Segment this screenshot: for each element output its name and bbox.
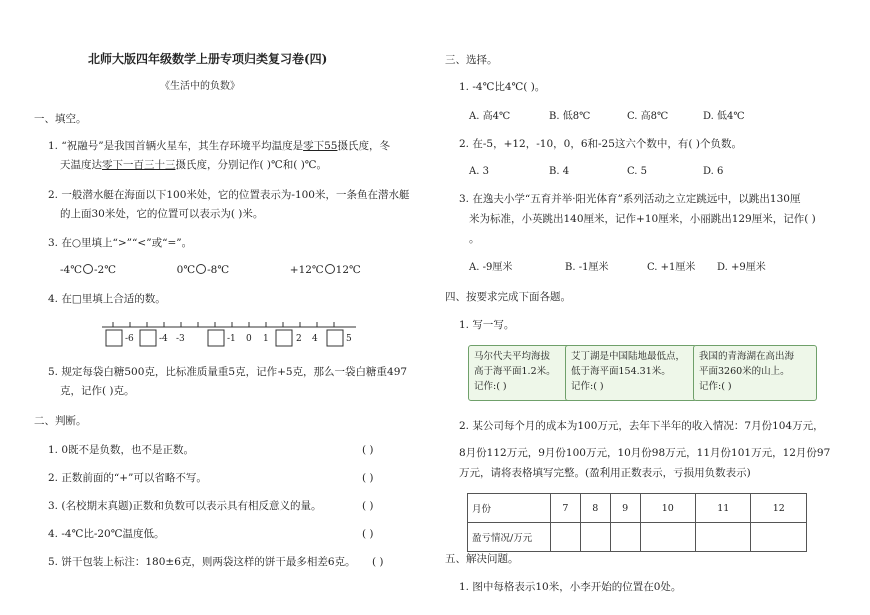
judge-item: 3. (名校期末真题)正数和负数可以表示具有相反意义的量。 (48, 500, 322, 512)
table-blank-cell[interactable] (580, 523, 610, 552)
table-header-cell: 9 (610, 494, 640, 523)
section-heading-5: 五、解决问题。 (445, 553, 519, 565)
choice-option[interactable]: C. 高8℃ (627, 111, 669, 122)
card-line: 我国的青海湖在高出海 (699, 351, 795, 362)
fill-q1-line1 (48, 139, 390, 153)
compare-row (60, 263, 361, 277)
tick-label: -4 (159, 334, 168, 344)
table-header-cell: 月份 (468, 494, 551, 523)
section-heading-2: 二、判断。 (34, 415, 87, 427)
card-line: 艾丁湖是中国陆地最低点， (571, 351, 686, 362)
text: 摄氏度，冬 (337, 140, 390, 152)
write-q2-line1: 2. 某公司每个月的成本为100万元，去年下半年的收入情况：7月份104万元， (459, 420, 824, 432)
compare-value: -2℃ (93, 264, 116, 276)
table-header-cell: 8 (580, 494, 610, 523)
choice-q1: 1. -4℃比4℃( )。 (459, 81, 546, 93)
table-header-cell: 10 (640, 494, 695, 523)
judge-item: 2. 正数前面的“+”可以省略不写。 (48, 472, 207, 484)
choice-q3-line3: 。 (469, 233, 480, 245)
card-answer[interactable]: 记作:( ) (571, 381, 604, 392)
judge-item: 4. -4℃比-20℃温度低。 (48, 528, 165, 540)
fill-q5-line1: 5. 规定每袋白糖500克，比标准质量重5克，记作+5克，那么一袋白糖重497 (48, 366, 408, 378)
choice-option[interactable]: C. 5 (627, 166, 648, 177)
choice-option[interactable]: D. 低4℃ (703, 111, 745, 122)
table-blank-cell[interactable] (696, 523, 751, 552)
choice-option[interactable]: A. 3 (469, 166, 489, 177)
compare-value: -8℃ (207, 264, 230, 276)
blank-box[interactable] (140, 330, 156, 346)
table-blank-cell[interactable] (551, 523, 581, 552)
choice-q3-line1: 3. 在逸夫小学“五育并举·阳光体育”系列活动之立定跳远中，以跳出130厘 (459, 193, 801, 205)
fill-q3: 3. 在○里填上“>”“<”或“=”。 (48, 237, 193, 249)
table-blank-cell[interactable] (610, 523, 640, 552)
choice-option[interactable]: D. 6 (703, 166, 724, 177)
fill-q5-line2: 克，记作( )克。 (60, 385, 135, 397)
blank-box[interactable] (208, 330, 224, 346)
card-line: 马尔代夫平均海拔 (474, 351, 551, 362)
answer-bracket[interactable]: ( ) (362, 528, 374, 540)
profit-table (467, 493, 807, 552)
tick-label: 5 (346, 334, 352, 344)
compare-value: 12℃ (335, 264, 361, 276)
compare-value: 0℃ (176, 264, 196, 276)
table-header-cell: 7 (551, 494, 581, 523)
choice-option[interactable]: B. -1厘米 (565, 262, 609, 273)
choice-option[interactable]: A. -9厘米 (469, 262, 513, 273)
compare-circle[interactable] (196, 264, 206, 274)
tick-label: -3 (176, 334, 185, 344)
write-q2-line2: 8月份112万元，9月份100万元，10月份98万元，11月份101万元，12月份97 (459, 447, 831, 459)
card-line: 低于海平面154.31米。 (571, 366, 671, 377)
info-card (693, 345, 817, 401)
text: 1. “祝融号”是我国首辆火星车，其生存环境平均温度是 (48, 140, 304, 152)
card-line: 高于海平面1.2米。 (474, 366, 556, 377)
table-blank-cell[interactable] (751, 523, 807, 552)
answer-bracket[interactable]: ( ) (362, 500, 374, 512)
table-header-cell: 11 (696, 494, 751, 523)
underlined-text: 零下一百三十三 (102, 159, 176, 171)
fill-q2-line1: 2. 一般潜水艇在海面以下100米处，它的位置表示为-100米，一条鱼在潜水艇 (48, 189, 410, 201)
section-heading-1: 一、填空。 (34, 113, 87, 125)
choice-option[interactable]: B. 低8℃ (549, 111, 591, 122)
tick-label: 4 (312, 334, 318, 344)
tick-label: 2 (296, 334, 302, 344)
underlined-text: 零下55 (303, 140, 338, 152)
table-row (468, 523, 807, 552)
choice-option[interactable]: A. 高4℃ (469, 111, 511, 122)
answer-bracket[interactable]: ( ) (362, 472, 374, 484)
page-subtitle: 《生活中的负数》 (160, 81, 240, 92)
write-q1: 1. 写一写。 (459, 319, 515, 331)
fill-q4: 4. 在□里填上合适的数。 (48, 293, 166, 305)
number-line (100, 318, 360, 354)
blank-box[interactable] (327, 330, 343, 346)
answer-bracket[interactable]: ( ) (362, 444, 374, 456)
tick-label: 0 (246, 334, 252, 344)
tick-label: -6 (125, 334, 134, 344)
judge-item: 5. 饼干包装上标注：180±6克，则两袋这样的饼干最多相差6克。 (48, 556, 356, 568)
section-heading-4: 四、按要求完成下面各题。 (445, 291, 571, 303)
choice-option[interactable]: D. +9厘米 (717, 262, 766, 273)
write-q2-line3: 万元，请将表格填写完整。(盈利用正数表示，亏损用负数表示) (459, 467, 751, 479)
choice-q2: 2. 在-5，+12，-10，0，6和-25这六个数中，有( )个负数。 (459, 138, 742, 150)
table-row (468, 494, 807, 523)
blank-box[interactable] (106, 330, 122, 346)
text: 天温度达 (60, 159, 102, 171)
info-card (565, 345, 697, 401)
choice-option[interactable]: C. +1厘米 (647, 262, 696, 273)
compare-circle[interactable] (83, 264, 93, 274)
solve-q1: 1. 图中每格表示10米，小李开始的位置在0处。 (459, 581, 682, 593)
tick-label: -1 (227, 334, 236, 344)
table-header-cell: 12 (751, 494, 807, 523)
compare-value: +12℃ (289, 264, 324, 276)
choice-option[interactable]: B. 4 (549, 166, 570, 177)
tick-label: 1 (263, 334, 269, 344)
section-heading-3: 三、选择。 (445, 54, 498, 66)
judge-item: 1. 0既不是负数，也不是正数。 (48, 444, 195, 456)
compare-circle[interactable] (325, 264, 335, 274)
choice-q3-line2: 米为标准，小英跳出140厘米，记作+10厘米，小丽跳出129厘米，记作( ) (469, 213, 816, 225)
table-blank-cell[interactable] (640, 523, 695, 552)
card-answer[interactable]: 记作:( ) (699, 381, 732, 392)
card-line: 平面3260米的山上。 (699, 366, 790, 377)
blank-box[interactable] (276, 330, 292, 346)
fill-q2-line2: 的上面30米处，它的位置可以表示为( )米。 (60, 208, 264, 220)
page-title: 北师大版四年级数学上册专项归类复习卷(四) (88, 52, 328, 66)
fill-q1-line2 (60, 158, 327, 172)
card-answer[interactable]: 记作:( ) (474, 381, 507, 392)
answer-bracket[interactable]: ( ) (372, 556, 384, 568)
text: 摄氏度，分别记作( )℃和( )℃。 (175, 159, 328, 171)
compare-value: -4℃ (60, 264, 82, 276)
table-row-label: 盈亏情况/万元 (468, 523, 551, 552)
